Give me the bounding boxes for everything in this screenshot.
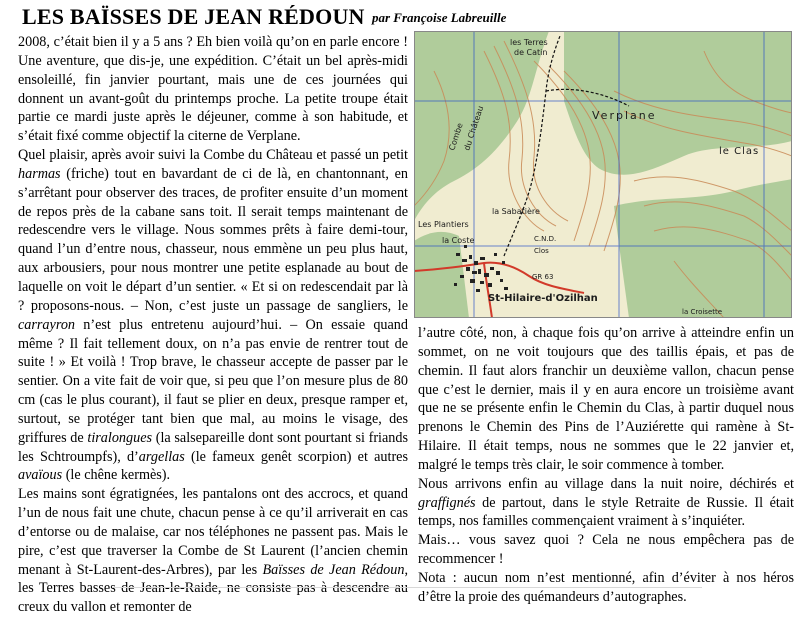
building [500, 279, 503, 282]
text-segment: l’autre côté, non, à chaque fois qu’on arrive à atteindre enfin un sommet, on ne voit toujours que des taillis épais, et pas de chemin. Il faut alors franchir un deuxième vallon, chacun pense que c’est le dernier, mais il y en aura encore un troisième avant que ne se présente enfin le Chemin du Clas, à partir duquel nous prenons le Chemin des Pins de l’Auziérette qui ramène à St-Hilaire. Il était temps, nous ne sommes que le 22 janvier et, malgré le temps très clair, le soir commence à tomber. [418, 325, 794, 473]
map-label-village: St-Hilaire-d'Ozilhan [488, 293, 598, 304]
italic-term: tiralongues [87, 429, 153, 446]
building [476, 289, 480, 292]
building [464, 245, 467, 248]
paragraph [418, 531, 794, 569]
map-label-cross: la Croisette [682, 308, 723, 316]
text-segment: de partout, dans le style Retraite de Russie. Il était temps, nos familles commençaient vraiment à s’inquiéter. [418, 494, 794, 530]
italic-term: harmas [18, 165, 61, 182]
paragraph [18, 485, 408, 617]
building [480, 257, 485, 260]
building [462, 259, 467, 262]
italic-term: graffignés [418, 494, 476, 511]
map-label-road: GR 63 [532, 273, 554, 281]
map-label-clos: Clos [534, 247, 549, 255]
text-segment: Les mains sont égratignées, les pantalons ont des accrocs, et quand l’un de nous fait une chute, chacun pense à ce qu’il arriverait en cas d’entorse ou de malaise, car nos téléphones ne passent pas. Mais le pire, c’est que traverser la Combe de St Laurent (l’ancien chemin menant à St-Laurent-des-Arbres), par les [18, 486, 408, 578]
map-label-chateau: du Château [462, 104, 486, 152]
text-segment: (le fameux genêt scorpion) et autres [184, 448, 408, 465]
map-label-combe: Combe [447, 121, 465, 152]
bottom-rule [112, 587, 702, 588]
map-label-sabatiere: la Sabatière [492, 207, 540, 216]
italic-term: avaïous [18, 467, 63, 484]
map-label-catin: de Catin [514, 48, 548, 57]
building [490, 267, 494, 270]
text-segment: n’est plus entretenu aujourd’hui. – On essaie quand même ? Il fait tellement doux, on n’a pas envie de rentrer tout de suite ! » Et voilà ! Trop brave, le chasseur accepte de passer par le sentier. On a vite fait de voir que, si peu que l’on mesure plus de 80 cm (cas le plus courant), il faut se plier en deux, presque ramper et, surtout, se protéger tant bien que mal, au moins le visage, des griffures de [18, 316, 408, 446]
building [474, 261, 478, 265]
italic-term: argellas [138, 448, 185, 465]
building [454, 283, 457, 286]
left-column [18, 33, 408, 617]
text-segment: Quel plaisir, après avoir suivi la Combe du Château et passé un petit [18, 147, 408, 164]
italic-term: Baïsses de Jean Rédoun [262, 561, 405, 578]
map-label-clas: le Clas [719, 146, 760, 157]
building [472, 271, 477, 274]
building [478, 269, 481, 274]
article-author: par Françoise Labreuille [372, 10, 507, 25]
building [469, 255, 472, 259]
paragraph [18, 146, 408, 485]
paragraph [418, 475, 794, 532]
map-label-coste: la Coste [442, 236, 475, 245]
map-label-plantiers: Les Plantiers [418, 220, 469, 229]
italic-term: carrayron [18, 316, 76, 333]
building [470, 279, 475, 283]
building [484, 273, 489, 277]
building [496, 271, 500, 275]
text-segment: Mais… vous savez quoi ? Cela ne nous empêchera pas de recommencer ! [418, 532, 794, 568]
text-segment: (friche) tout en bavardant de ci de là, en chantonnant, en s’arrêtant pour observer des traces, de profiter ensuite d’un moment de repos près de la cabane sans toit. Il serait temps maintenant de redescendre vers le village. Nous sommes prêts à faire demi-tour, quand l’un d’entre nous, chasseur, nous emmène un peu plus haut, aux arbousiers, pour nous montrer une petite esplanade au bout de laquelle on voit le départ d’un sentier. « Et si on redescendait par là ? proposons-nous. – Non, c’est juste un passage de sangliers, le [18, 165, 408, 314]
text-segment: 2008, c’était bien il y a 5 ans ? Eh bien voilà qu’on en parle encore ! Une aventure, que dis-je, une expédition. C’était un bel après-midi ensoleillé, fin janvier pourtant, mais une de ces journées qui donnent un avant-goût du printemps proche. La petite troupe était partie ce mardi juste après le déjeuner, comme à son habitude, et s’était fixé comme objectif la citerne de Verplane. [18, 34, 408, 145]
building [488, 283, 492, 287]
right-column [418, 324, 794, 607]
paragraph [418, 324, 794, 475]
article-title: LES BAÏSSES DE JEAN RÉDOUN [22, 4, 365, 29]
building [502, 261, 505, 264]
building [494, 253, 497, 256]
text-segment: Nota : aucun nom n’est mentionné, afin d’éviter à nos héros d’être la proie des quémandeurs d’autographes. [418, 569, 794, 605]
text-segment: Nous arrivons enfin au village dans la nuit noire, déchirés et [418, 475, 794, 492]
building [504, 287, 508, 290]
map-label-terres: les Terres [510, 38, 548, 47]
text-segment: (le chêne kermès). [62, 467, 171, 484]
building [466, 267, 470, 271]
text-segment: , les Terres basses de Jean-le-Raide, ne consiste pas à descendre au creux du vallon et remonter de [18, 561, 409, 616]
text-segment: (la salsepareille dont sont pourtant si friands les Schtroumpfs), d’ [18, 429, 409, 465]
paragraph [18, 33, 408, 146]
map-label-cnd: C.N.D. [534, 235, 557, 243]
building [460, 275, 464, 278]
topographic-map [414, 31, 792, 318]
map-label-verplane: Verplane [592, 109, 657, 122]
building [456, 253, 460, 256]
building [480, 281, 484, 284]
